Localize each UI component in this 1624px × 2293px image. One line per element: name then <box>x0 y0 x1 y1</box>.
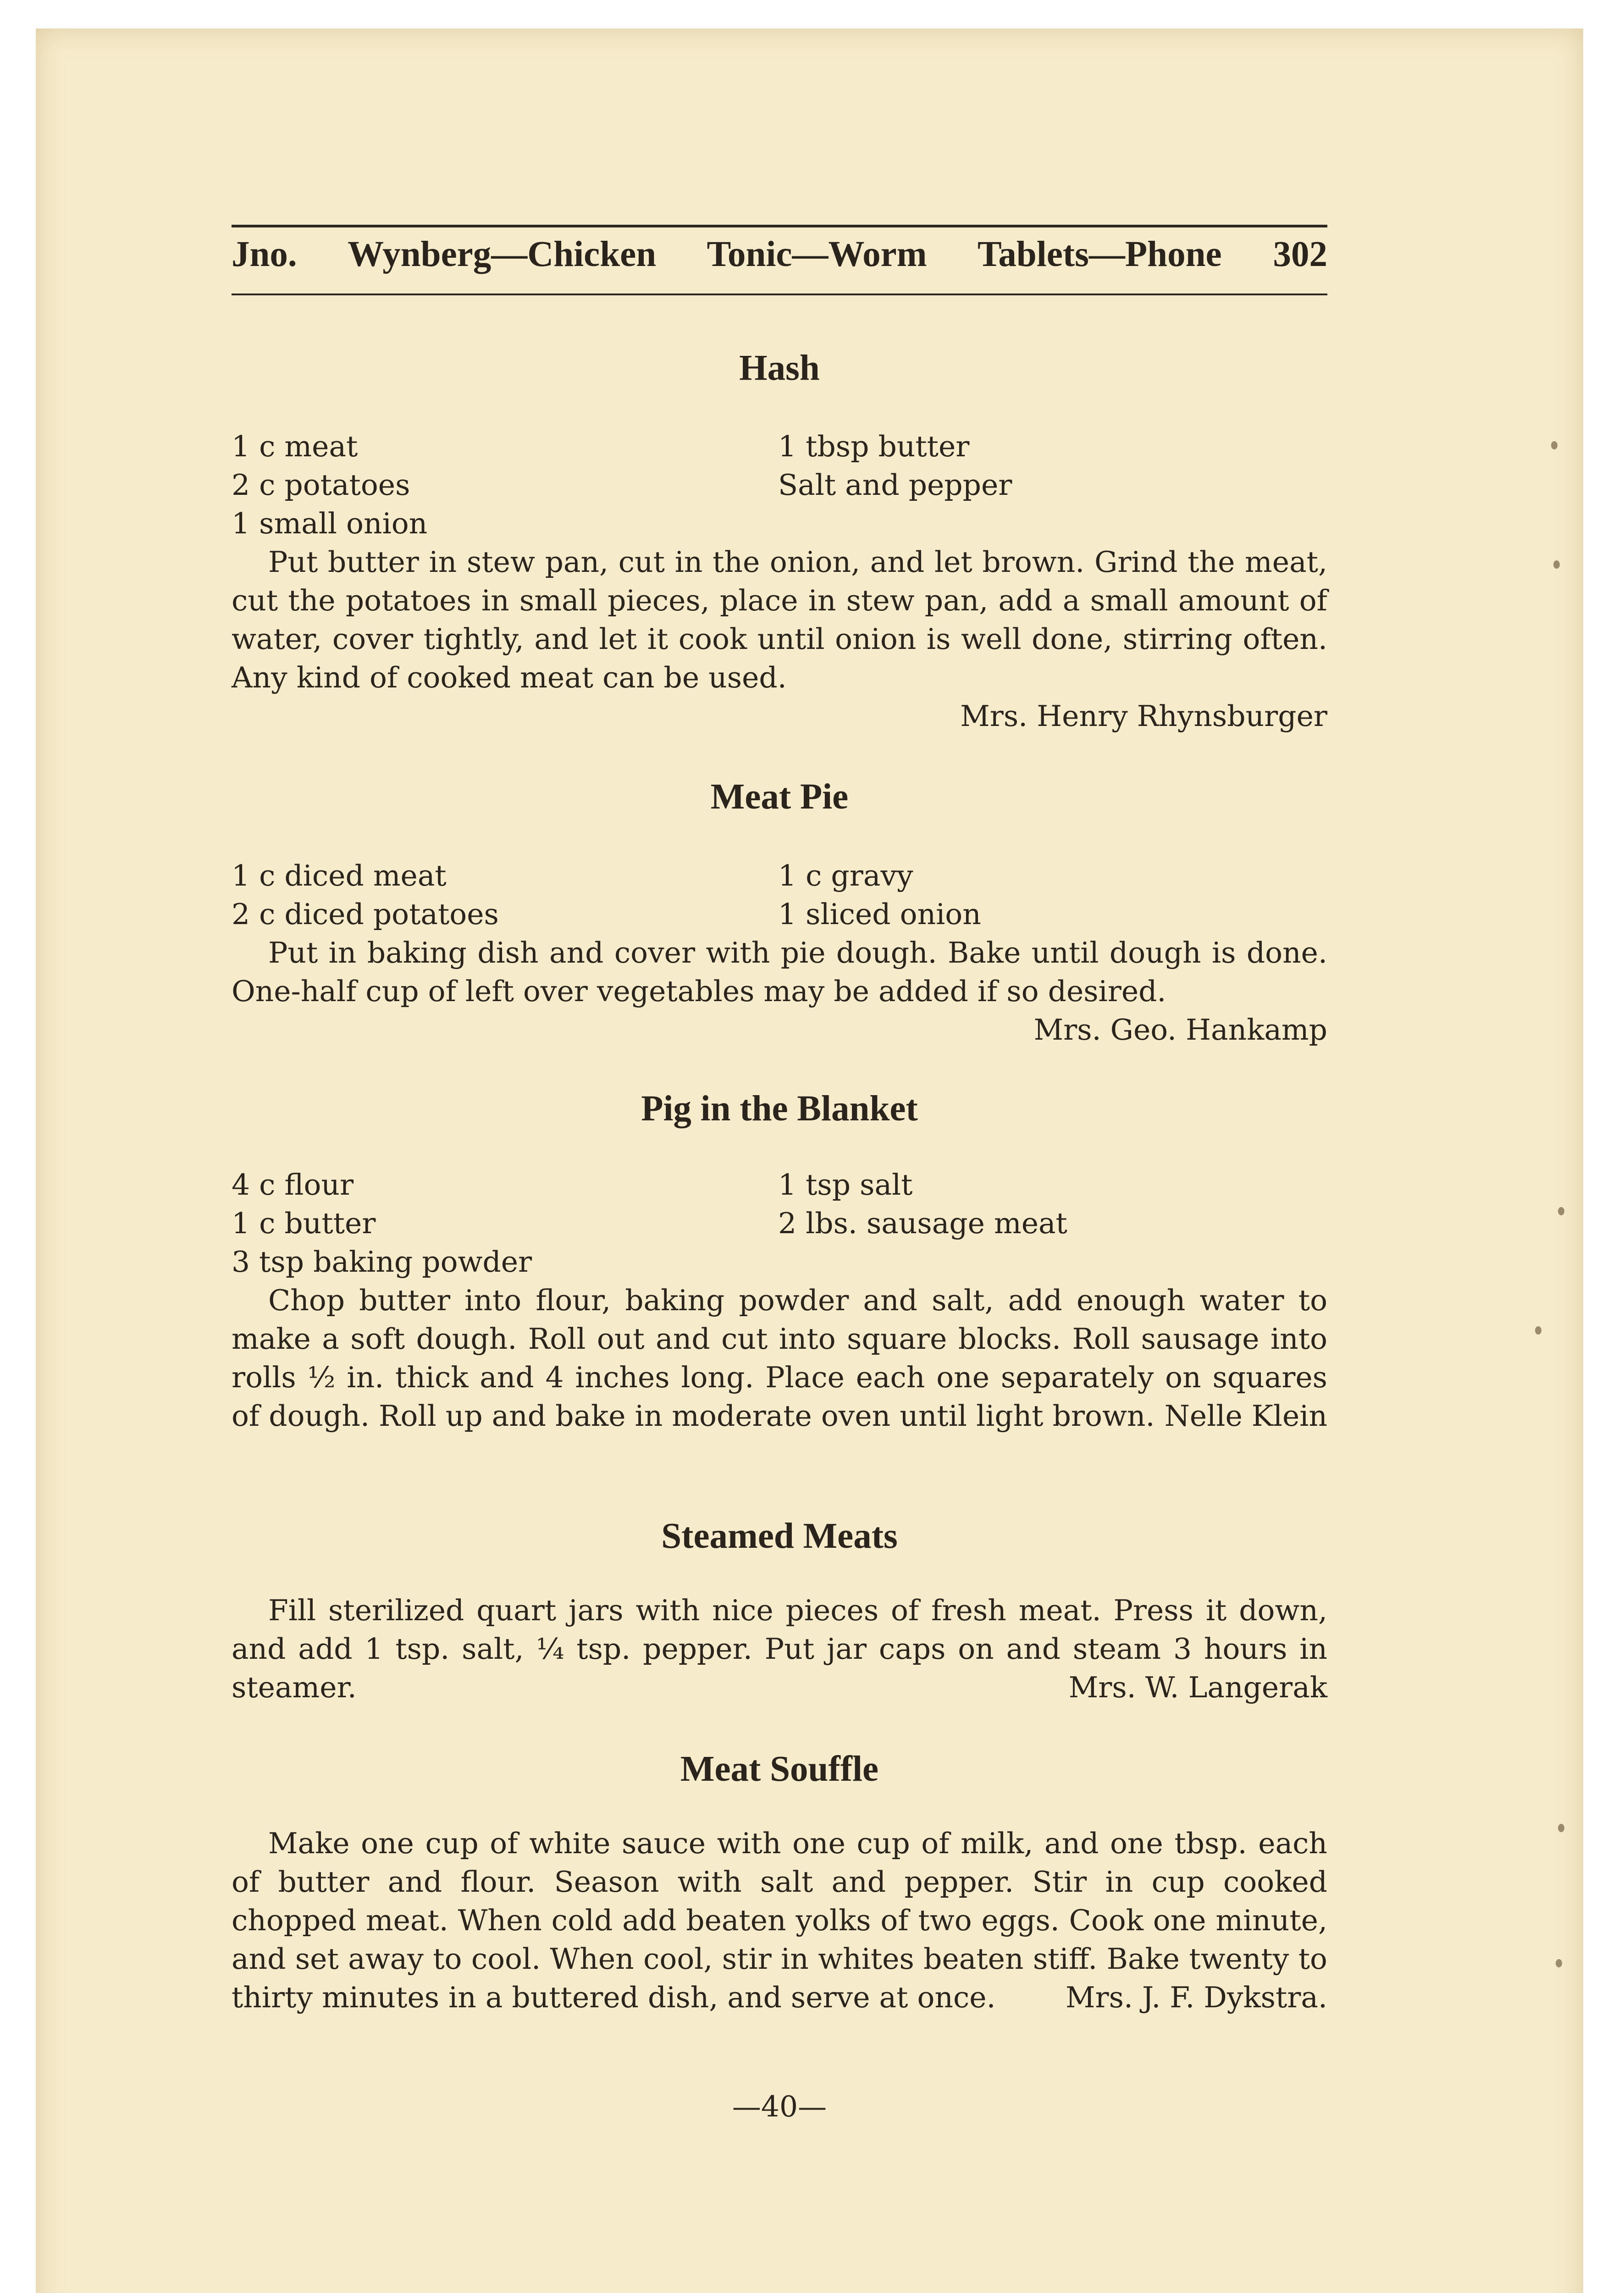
ingredient: 1 sliced onion <box>778 897 981 931</box>
ingredient: 2 c diced potatoes <box>232 897 499 931</box>
ingredient: 3 tsp baking powder <box>232 1245 532 1279</box>
page-number: —40— <box>732 2090 827 2123</box>
recipe-body: Put butter in stew pan, cut in the onion, and let brown. Grind the meat, cut the potatoes in small pieces, place in stew pan, add a small amount of water, cover tightly, and let it cook until onion is well done, stirring often. Any kind of cooked meat can be used. <box>232 545 1327 694</box>
recipe-title: Meat Souffle <box>680 1749 879 1789</box>
ingredient: 1 c meat <box>232 430 358 463</box>
ingredient: 1 c butter <box>232 1207 376 1240</box>
ingredient: Salt and pepper <box>778 468 1012 502</box>
recipe-body: Put in baking dish and cover with pie dough. Bake until dough is done. One-half cup of left over vegetables may be added if so desired. <box>232 936 1327 1008</box>
ingredient: 4 c flour <box>232 1168 354 1202</box>
recipe-signature: Mrs. J. F. Dykstra. <box>1066 1981 1327 2014</box>
recipe-body <box>232 1824 1327 2017</box>
header-rule-top <box>232 225 1327 227</box>
recipe-signature: Mrs. W. Langerak <box>1068 1671 1327 1704</box>
ingredient-list <box>232 1166 1327 1281</box>
recipe-body-text: Chop butter into flour, baking powder and salt, add enough water to make a soft dough. Roll out and cut into square blocks. Roll sausage into rolls ½ in. thick and 4 inches long. Place each one separately on squares of dough. Roll up and bake in moderate oven until light brown. <box>232 1284 1327 1433</box>
paper-speck <box>1556 1959 1562 1967</box>
ingredient: 1 tsp salt <box>778 1168 913 1202</box>
ingredient: 1 c gravy <box>778 859 913 892</box>
recipe-title: Steamed Meats <box>661 1516 898 1556</box>
ingredient-list <box>232 857 1327 934</box>
paper-speck <box>1558 1207 1564 1215</box>
paper-speck <box>1535 1326 1541 1335</box>
ingredient-list <box>232 427 1327 543</box>
ingredient: 1 small onion <box>232 507 428 540</box>
header-advert: Jno. Wynberg—Chicken Tonic—Worm Tablets—Phone 302 <box>232 234 1327 274</box>
ingredient: 2 lbs. sausage meat <box>778 1207 1067 1240</box>
ingredient: 2 c potatoes <box>232 468 410 502</box>
header-rule-bottom <box>232 294 1327 295</box>
recipe-title: Pig in the Blanket <box>641 1089 918 1129</box>
recipe-body <box>232 1281 1327 1435</box>
recipe-title: Meat Pie <box>710 777 849 817</box>
paper-speck <box>1558 1824 1564 1832</box>
recipe-signature: Mrs. Geo. Hankamp <box>1033 1013 1327 1047</box>
recipe-body-text: Make one cup of white sauce with one cup of milk, and one tbsp. each of butter and flour. Season with salt and pepper. Stir in cup cooked chopped meat. When cold add beaten yolks of two eggs. Cook one minute, and set away to cool. When cool, stir in whites beaten stiff. Bake twenty to thirty minutes in a buttered dish, and serve at once. <box>232 1827 1327 2014</box>
ingredient: 1 c diced meat <box>232 859 447 892</box>
recipe-body-text: Fill sterilized quart jars with nice pieces of fresh meat. Press it down, and add 1 tsp. salt, ¼ tsp. pepper. Put jar caps on and steam 3 hours in steamer. <box>232 1594 1327 1704</box>
recipe-signature: Mrs. Henry Rhynsburger <box>960 699 1327 733</box>
recipe-body <box>232 1591 1327 1707</box>
recipe-title: Hash <box>739 348 820 388</box>
paper-speck <box>1553 560 1560 569</box>
paper-speck <box>1551 441 1558 449</box>
ingredient: 1 tbsp butter <box>778 430 970 463</box>
recipe-signature: Nelle Klein <box>1164 1399 1327 1433</box>
